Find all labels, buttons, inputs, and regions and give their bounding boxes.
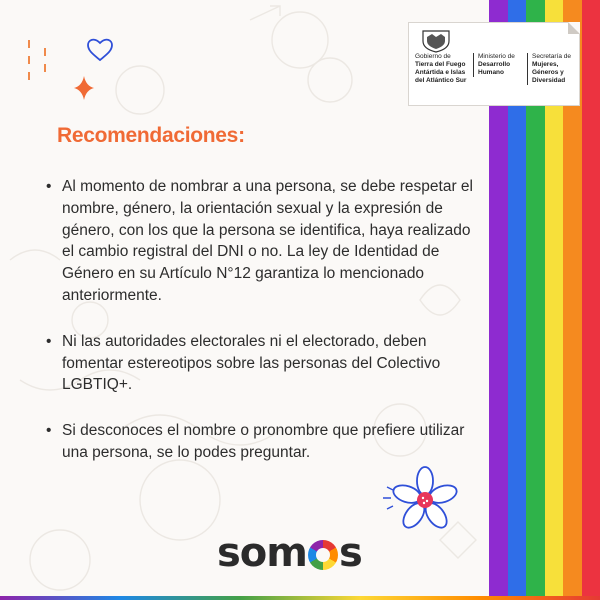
list-item	[46, 176, 476, 307]
rainbow-o-icon	[308, 540, 338, 570]
brand-text-end: s	[338, 530, 362, 576]
secretaria-label: Mujeres, Géneros y Diversidad	[532, 61, 566, 84]
bottom-rainbow-bar	[0, 596, 600, 600]
province-label: Tierra del Fuego Antártida e Islas del Atlántico Sur	[415, 61, 467, 84]
list-item-text: Si desconoces el nombre o pronombre que prefiere utilizar una persona, se lo podes preguntar.	[62, 422, 465, 461]
list-item	[46, 331, 476, 396]
ministerio-label: Desarrollo Humano	[478, 61, 511, 76]
ministerio-prefix: Ministerio de	[478, 53, 515, 60]
bullet: •	[46, 422, 52, 440]
recommendations-list	[46, 176, 476, 488]
recommendations-heading: Recomendaciones:	[57, 124, 245, 147]
list-item	[46, 420, 476, 464]
heart-icon	[88, 40, 112, 60]
list-item-text: Al momento de nombrar a una persona, se debe respetar el nombre, género, la orientación sexual y la expresión de género, con los que la persona se identifica, haya realizado el cambio registral del DNI o no. La ley de Identidad de Género en su Artículo N°12 garantiza lo mencionado anteriormente.	[62, 178, 473, 304]
government-logo-card	[408, 22, 580, 106]
bullet: •	[46, 178, 52, 195]
list-item-text: Ni las autoridades electorales ni el electorado, deben fomentar estereotipos sobre las personas del Colectivo LGBTIQ+.	[62, 332, 441, 394]
ministerio-column	[473, 53, 530, 77]
somos-logo	[217, 530, 362, 576]
stripe-red	[582, 0, 600, 600]
brand-text-start: som	[217, 530, 307, 576]
secretaria-prefix: Secretaría de	[532, 53, 572, 60]
page-fold	[568, 22, 580, 34]
gobierno-label: Gobierno de	[415, 53, 451, 60]
sparkle-icon	[74, 76, 94, 100]
secretaria-column	[527, 53, 580, 85]
bullet: •	[46, 332, 52, 350]
gobierno-column	[415, 33, 473, 85]
